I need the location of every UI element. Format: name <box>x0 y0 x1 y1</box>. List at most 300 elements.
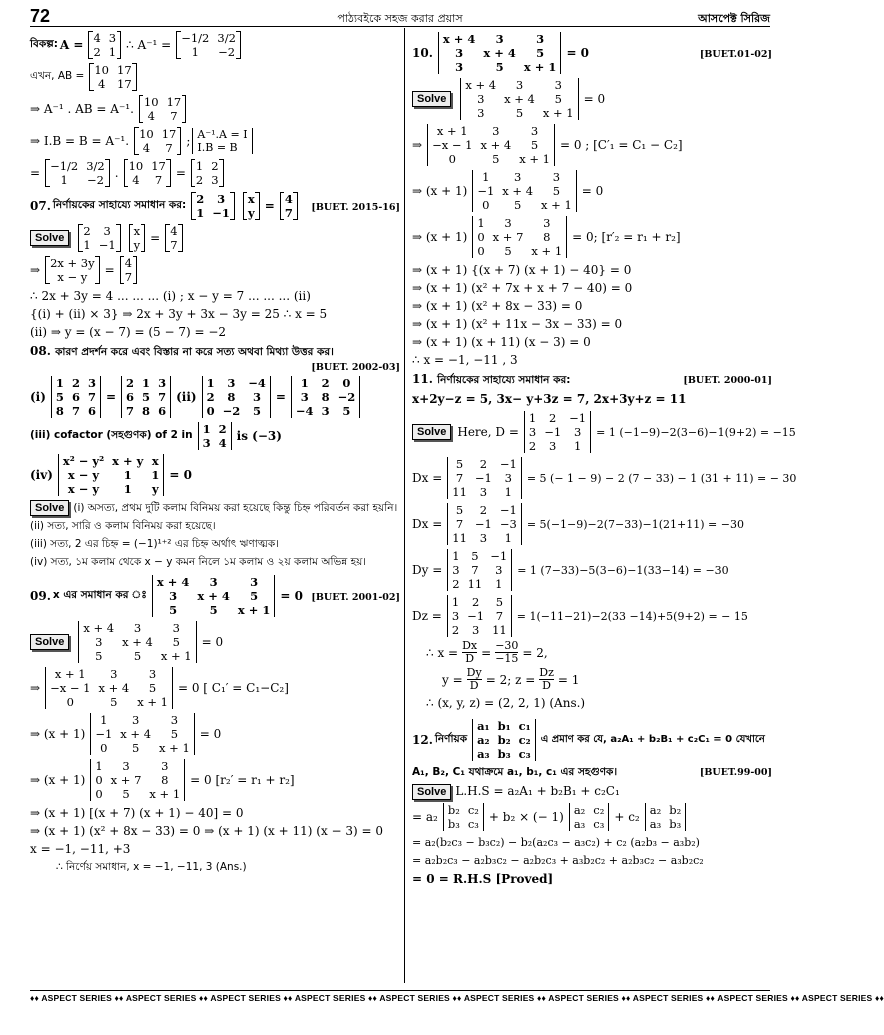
matrix-cell: a₁ <box>477 719 490 733</box>
matrix-cell: 7 <box>158 390 167 404</box>
matrix-cell: 1 <box>123 468 132 482</box>
matrix-cell: 1 <box>504 485 512 499</box>
text: Dy <box>466 666 482 679</box>
determinant <box>90 759 185 801</box>
matrix-cell: x + 7 <box>110 773 142 787</box>
matrix-cell: 1 <box>206 376 215 390</box>
text: = 1(−11−21)−2(33 −14)+5(9+2) = − 15 <box>516 609 748 623</box>
text: = <box>481 645 492 660</box>
matrix-cell: 0 <box>100 741 108 755</box>
determinant <box>443 803 484 831</box>
question-text: x এর সমাধান কর ঃ <box>52 588 147 601</box>
text: (ii) <box>176 390 197 404</box>
matrix-cell: 4 <box>170 224 178 238</box>
text: = 0 [r₂′ = r₁ + r₂] <box>190 773 295 787</box>
matrix-cell: x + 4 <box>465 78 497 92</box>
determinant <box>472 719 536 761</box>
matrix-cell: 1 <box>108 45 117 59</box>
matrix-cell: 17 <box>151 159 166 173</box>
matrix-cell: x + 1 <box>137 695 168 709</box>
matrix-cell: 2 <box>549 411 557 425</box>
matrix-cell: 2 <box>71 376 80 390</box>
matrix-cell: −2 <box>87 173 104 187</box>
text: ⇒ I.B = B = A⁻¹. <box>30 134 130 148</box>
step: Solve x + 4 3 3 3 x + 4 5 5 5 x + 1 = 0 <box>30 620 400 664</box>
matrix-cell: x + 1 <box>541 198 572 212</box>
matrix-cell: 7 <box>455 471 464 485</box>
step <box>412 667 772 692</box>
matrix <box>176 31 241 59</box>
matrix-cell: 0 <box>206 404 215 418</box>
matrix-cell: 1 <box>495 577 503 591</box>
text-line: = a₂b₂c₃ − a₂b₃c₂ − a₂b₂c₃ + a₃b₂c₂ + a₂b₃c₂ − a₃b₂c₂ <box>412 854 704 867</box>
matrix-cell: 3 <box>513 170 522 184</box>
text: = 1 (7−33)−5(3−6)−1(33−14) = −30 <box>517 563 729 577</box>
matrix-cell: 2 <box>126 376 135 390</box>
matrix-cell: 3 <box>250 575 259 589</box>
matrix-cell: x + 1 <box>531 244 563 258</box>
matrix-cell: 0 <box>342 376 351 390</box>
matrix-cell: 3 <box>477 92 485 106</box>
text: ⇒ A⁻¹ . AB = A⁻¹. <box>30 102 134 116</box>
matrix-cell: 3 <box>495 32 504 46</box>
matrix-cell: 3/2 <box>86 159 105 173</box>
matrix-cell: 1 <box>142 376 151 390</box>
matrix-cell: 3 <box>227 376 236 390</box>
determinant <box>524 411 591 453</box>
text-line: ⇒ (x + 1) (x² + 11x − 3x − 33) = 0 <box>412 317 623 331</box>
text: (iii) cofactor (সহগুণক) of 2 in <box>30 428 193 441</box>
matrix-cell: 2 <box>196 192 205 206</box>
matrix-cell: 3 <box>495 563 503 577</box>
step: Solve x + 4 3 3 3 x + 4 5 3 5 x + 1 = 0 <box>412 77 772 121</box>
determinant <box>152 575 276 617</box>
text-line: {(i) + (ii) × 3} ⇒ 2x + 3y + 3x − 3y = 25 ∴ x = 5 <box>30 307 328 321</box>
step <box>412 548 772 592</box>
determinant <box>121 376 171 418</box>
step: ⇒ x + 1 3 3 −x − 1 x + 4 5 0 5 x + 1 = 0 ; [C′₁ = C₁ − C₂] <box>412 124 683 166</box>
matrix-cell: 1 <box>573 439 582 453</box>
q08-part-i-ii: (i) 1 2 3 5 6 7 8 7 6 = 2 1 3 6 5 7 7 8 6 (ii) 1 3 −4 2 8 3 0 −2 5 = 1 2 0 3 8 −2 −4 3 5 <box>30 375 400 419</box>
matrix-cell: 5 <box>455 457 464 471</box>
text-line: (ii) ⇒ y = (x − 7) = (5 − 7) = −2 <box>30 325 227 339</box>
matrix-cell: 7 <box>165 141 173 155</box>
equations: x+2y−z = 5, 3x− y+3z = 7, 2x+3y+z = 11 <box>412 392 687 406</box>
step: ⇒ (x + 1) 1 3 3 −1 x + 4 5 0 5 x + 1 = 0 <box>30 713 222 755</box>
matrix-cell: x + 7 <box>492 230 524 244</box>
matrix-cell: 7 <box>71 404 80 418</box>
matrix-cell: 8 <box>55 404 64 418</box>
matrix-cell: 1 <box>300 376 309 390</box>
matrix-cell: 17 <box>117 77 132 91</box>
matrix-cell: 7 <box>126 404 135 418</box>
matrix-cell: x + 1 <box>519 152 550 166</box>
matrix-cell: 3 <box>158 376 167 390</box>
matrix-cell: 3 <box>148 667 157 681</box>
matrix-cell: 3 <box>479 531 488 545</box>
matrix-cell: 8 <box>142 404 151 418</box>
matrix-cell: −1 <box>474 517 492 531</box>
text: ∴ x = <box>426 645 459 660</box>
matrix-cell: 0 <box>482 198 490 212</box>
matrix-cell: 1 <box>195 159 204 173</box>
step: ⇒ I.B = B = A⁻¹. 10 17 4 7 ; A⁻¹.A = I I.B = B <box>30 126 400 156</box>
matrix-cell: 3 <box>549 439 557 453</box>
matrix-cell: 3 <box>209 575 218 589</box>
matrix-cell: x − y <box>67 482 100 496</box>
text: + c₂ <box>614 810 640 824</box>
text: −30 <box>495 639 519 652</box>
matrix-cell: y <box>133 238 141 252</box>
page-number: 72 <box>30 6 51 26</box>
matrix-cell: 1 <box>191 45 199 59</box>
matrix-cell: −1 <box>499 503 517 517</box>
matrix-cell: x + 1 <box>436 124 468 138</box>
note <box>192 128 252 154</box>
matrix-cell: 6 <box>126 390 135 404</box>
text-line: x = −1, −11, +3 <box>30 842 131 856</box>
matrix-cell: −1 <box>212 206 230 220</box>
matrix-cell: 5 <box>513 198 522 212</box>
source-tag: [BUET. 2000-01] <box>683 375 772 386</box>
matrix-cell: 10 <box>143 95 159 109</box>
matrix-cell: 2 <box>451 623 460 637</box>
matrix-cell: −1 <box>474 471 492 485</box>
question-text: নির্ণায়কের সাহায্যে সমাধান কর: <box>52 198 187 211</box>
matrix-cell: 3 <box>202 436 211 450</box>
matrix-cell: −1/2 <box>181 31 210 45</box>
step: ⇒ x + 1 3 3 −x − 1 x + 4 5 0 5 x + 1 = 0 [ C₁′ = C₁−C₂] <box>30 667 289 709</box>
text: = 0 [ C₁′ = C₁−C₂] <box>177 681 289 695</box>
matrix-cell: −4 <box>248 376 266 390</box>
matrix-cell: 1 <box>202 422 211 436</box>
matrix-cell: 5 <box>169 603 178 617</box>
matrix-cell: 1 <box>95 759 103 773</box>
matrix-cell: 7 <box>87 390 96 404</box>
header-title: পাঠ্যবইকে সহজ করার প্রয়াস <box>337 12 463 25</box>
matrix <box>88 31 121 59</box>
text: + b₂ × (− 1) <box>488 810 564 824</box>
matrix-cell: 3 <box>455 60 464 74</box>
matrix-cell: 3 <box>451 609 460 623</box>
text: D <box>542 679 551 692</box>
matrix-cell: x + 4 <box>483 46 516 60</box>
matrix-cell: 2 <box>479 457 488 471</box>
step: ⇒ (x + 1) 1 3 3 0 x + 7 8 0 5 x + 1 = 0 [r₂′ = r₁ + r₂] <box>30 759 295 801</box>
matrix-cell: 17 <box>161 127 177 141</box>
determinant <box>472 216 567 258</box>
answer: ∴ (x, y, z) = (2, 2, 1) (Ans.) <box>426 696 586 710</box>
text-line <box>412 782 772 800</box>
q08-part-iv: (iv) x² − y² x + y x x − y 1 1 x − y 1 y = 0 <box>30 454 192 496</box>
matrix-cell: 3 <box>554 78 562 92</box>
matrix-cell: 7 <box>284 206 293 220</box>
matrix-cell: a₂ <box>477 733 490 747</box>
determinant <box>198 422 232 450</box>
matrix-cell: 3 <box>477 106 485 120</box>
matrix-cell: 3 <box>492 124 500 138</box>
text-line: ⇒ (x + 1) {(x + 7) (x + 1) − 40} = 0 <box>412 263 632 277</box>
matrix-cell: 3 <box>211 173 219 187</box>
matrix-cell: 6 <box>71 390 80 404</box>
matrix-cell: 3 <box>321 404 330 418</box>
text: (i) অসত্য, প্রথম দুটি কলাম বিনিময় করা হয়েছে কিন্তু চিহ্ন পরিবর্তন করা হয়নি। <box>73 502 398 514</box>
source-tag: [BUET.01-02] <box>699 49 772 60</box>
matrix-cell: 3 <box>452 563 460 577</box>
matrix-cell: 5 <box>342 404 351 418</box>
matrix-cell: a₂ <box>649 803 662 817</box>
matrix-cell: b₂ <box>497 733 511 747</box>
text-line: (ii) সত্য, সারি ও কলাম বিনিময় করা হয়েছে। <box>30 520 216 532</box>
matrix-cell: x <box>151 454 159 468</box>
matrix-cell: x + 4 <box>83 621 115 635</box>
determinant <box>90 713 194 755</box>
solve-badge: Solve <box>30 634 69 650</box>
matrix-cell: 7 <box>124 270 133 284</box>
question-text: নির্ণায়ক <box>434 732 468 745</box>
matrix-cell: x + 1 <box>149 787 181 801</box>
matrix-cell: b₂ <box>669 803 682 817</box>
matrix-cell: x + 1 <box>54 667 86 681</box>
matrix-cell: a₃ <box>573 817 586 831</box>
matrix-cell: x + 1 <box>523 60 557 74</box>
matrix <box>280 192 298 220</box>
text: Dz <box>539 666 554 679</box>
matrix-cell: 3 <box>552 170 561 184</box>
matrix-cell: 3 <box>504 216 512 230</box>
matrix-cell: −x − 1 <box>432 138 473 152</box>
matrix-cell: 1 <box>83 238 91 252</box>
matrix-cell: 3 <box>170 713 179 727</box>
matrix <box>139 95 186 123</box>
step <box>412 594 772 638</box>
text-line: = a₂(b₂c₃ − b₃c₂) − b₂(a₂c₃ − a₃c₂) + c₂ (a₂b₃ − a₃b₂) <box>412 836 700 849</box>
text: = 1 (−1−9)−2(3−6)−1(9+2) = −15 <box>596 425 796 439</box>
matrix-cell: 7 <box>154 173 163 187</box>
matrix-cell: y <box>247 206 255 220</box>
matrix-cell: 5 <box>209 603 218 617</box>
solve-badge: Solve <box>412 424 451 440</box>
question-09: 09. x এর সমাধান কর ঃ x + 4 3 3 3 x + 4 5 5 5 x + 1 = 0 [BUET. 2001-02] <box>30 575 400 617</box>
text: D <box>465 652 475 665</box>
text-line: ⇒ (x + 1) (x² + 7x + x + 7 − 40) = 0 <box>412 281 633 295</box>
solve-badge: Solve <box>412 784 451 800</box>
question-number: 10. <box>412 46 433 60</box>
matrix-cell: 2x + 3y <box>50 256 95 270</box>
matrix-cell: 3 <box>479 485 488 499</box>
determinant <box>447 503 522 545</box>
question-10: 10. x + 4 3 3 3 x + 4 5 3 5 x + 1 = 0 [BUET.01-02] <box>412 32 772 74</box>
matrix-cell: 2 <box>479 503 488 517</box>
determinant <box>447 457 522 499</box>
solve-badge: Solve <box>412 91 451 107</box>
text: = 5 (− 1 − 9) − 2 (7 − 33) − 1 (31 + 11) = − 30 <box>526 471 797 485</box>
text: (i) <box>30 390 46 404</box>
determinant <box>447 595 512 637</box>
question-text: নির্ণায়কের সাহায্যে সমাধান কর: <box>437 374 571 386</box>
determinant <box>447 549 512 591</box>
matrix-cell: 3 <box>122 759 130 773</box>
matrix-cell: 3 <box>217 192 226 206</box>
source-tag: [BUET. 2002-03] <box>311 362 400 373</box>
matrix-cell: c₃ <box>593 817 605 831</box>
matrix-cell: c₂ <box>467 803 479 817</box>
step <box>30 62 400 92</box>
matrix-cell: 5 <box>492 152 500 166</box>
matrix-cell: 3 <box>536 32 545 46</box>
matrix-cell: a₂ <box>573 803 586 817</box>
matrix-cell: 7 <box>170 238 178 252</box>
matrix-cell: 4 <box>124 256 133 270</box>
text-line: ∴ 2x + 3y = 4 ... ... ... (i) ; x − y = 7 ... ... ... (ii) <box>30 289 311 303</box>
question-number: 12. <box>412 733 433 747</box>
matrix-cell: 1 <box>528 411 537 425</box>
matrix-cell: c₂ <box>518 733 531 747</box>
text-line: = 0 = R.H.S [Proved] <box>412 872 554 886</box>
matrix <box>191 192 235 220</box>
text: ∴ A⁻¹ = <box>126 38 172 52</box>
text: Dx <box>462 639 478 652</box>
matrix-cell: 5 <box>95 649 103 663</box>
matrix-cell: b₃ <box>497 747 511 761</box>
matrix-cell: 3/2 <box>217 31 236 45</box>
matrix-cell: 3 <box>530 124 539 138</box>
matrix-cell: b₁ <box>497 719 511 733</box>
matrix-cell: 1 <box>55 376 64 390</box>
text: L.H.S = a₂A₁ + b₂B₁ + c₂C₁ <box>455 784 620 798</box>
matrix-cell: 0 <box>477 230 485 244</box>
matrix-cell: 17 <box>166 95 182 109</box>
matrix-cell: 2 <box>452 577 460 591</box>
solve-badge: Solve <box>30 230 69 246</box>
matrix-cell: 5 <box>253 404 262 418</box>
matrix-cell: 0 <box>448 152 456 166</box>
matrix-cell: b₂ <box>447 803 460 817</box>
matrix-cell: 1 <box>100 713 108 727</box>
matrix-cell: 7 <box>170 109 178 123</box>
text: এখন, AB = <box>30 69 85 82</box>
matrix-cell: x + 1 <box>237 603 271 617</box>
text-line: ⇒ (x + 1) (x² + 8x − 33) = 0 <box>412 299 583 313</box>
matrix-cell: x² − y² <box>62 454 105 468</box>
matrix <box>134 127 181 155</box>
matrix-cell: 1 <box>123 482 132 496</box>
matrix-cell: 2 <box>206 390 215 404</box>
text: Dy = <box>412 563 443 577</box>
step: ⇒ 2x + 3y x − y = 4 7 <box>30 255 400 285</box>
text: Here, D = <box>457 425 519 439</box>
step: = −1/2 3/2 1 −2 . 10 17 4 7 = 1 2 2 3 <box>30 158 400 188</box>
matrix-cell: x + 4 <box>197 589 230 603</box>
matrix-cell: c₃ <box>518 747 531 761</box>
matrix-cell: 3 <box>300 390 309 404</box>
matrix-cell: 6 <box>87 404 96 418</box>
matrix-cell: 7 <box>471 563 479 577</box>
text: Dz = <box>412 609 442 623</box>
matrix-cell: 3 <box>515 78 524 92</box>
matrix-cell: 2 <box>83 224 91 238</box>
page-footer: ♦♦ ASPECT SERIES ♦♦ ASPECT SERIES ♦♦ ASPECT SERIES ♦♦ ASPECT SERIES ♦♦ ASPECT SERIES ♦♦ ASPECT SERIES ♦♦ ASPECT SERIES ♦♦ ASPECT SERIES ♦♦ ASPECT SERIES ♦♦ ASPECT SERIES ♦♦ <box>30 990 770 1007</box>
series-name: আসপেক্ট সিরিজ <box>698 12 770 25</box>
matrix-cell: 4 <box>98 77 106 91</box>
question-11 <box>412 372 772 390</box>
page-header <box>30 6 770 27</box>
matrix-cell: 1 <box>451 595 460 609</box>
matrix-cell: 3 <box>87 376 96 390</box>
matrix-cell: 5 <box>110 695 118 709</box>
step <box>30 94 400 124</box>
matrix-cell: 1 <box>482 170 490 184</box>
matrix-cell: 2 <box>93 45 101 59</box>
text: = a₂ <box>412 810 438 824</box>
matrix-cell: 8 <box>161 773 169 787</box>
text: = 1 <box>557 672 580 687</box>
matrix-cell: x <box>247 192 255 206</box>
matrix-cell: 5 <box>536 46 545 60</box>
matrix-cell: 5 <box>554 92 562 106</box>
q08-part-iii <box>30 421 400 451</box>
matrix-cell: 0 <box>477 244 485 258</box>
question-number: 08. <box>30 344 51 358</box>
determinant <box>58 454 164 496</box>
text: Dx = <box>412 517 443 531</box>
matrix-cell: 1 <box>477 216 485 230</box>
matrix-cell: 3 <box>573 425 582 439</box>
matrix-cell: 11 <box>452 531 467 545</box>
matrix-cell: 3 <box>95 635 103 649</box>
text: = 0 ; [C′₁ = C₁ − C₂] <box>559 138 683 152</box>
solve-badge: Solve <box>30 500 69 516</box>
matrix-cell: x + y <box>112 454 144 468</box>
source-tag: [BUET.99-00] <box>699 767 772 778</box>
matrix-cell: 5 <box>455 503 464 517</box>
matrix <box>129 224 146 252</box>
matrix-cell: 3 <box>455 46 464 60</box>
text: −15 <box>495 652 519 665</box>
matrix-cell: 2 <box>528 439 537 453</box>
matrix-cell: x + 1 <box>159 741 190 755</box>
matrix-cell: 4 <box>142 141 151 155</box>
matrix-cell: −1 <box>544 425 562 439</box>
step <box>412 410 796 454</box>
matrix-cell: −2 <box>337 390 356 404</box>
matrix-cell: 5 <box>148 681 157 695</box>
text-line: (iii) সত্য, 2 এর চিহ্ন = (−1)¹⁺² এর চিহ্ন অর্থাৎ ঋণাত্মক। <box>30 538 279 550</box>
question-12-line2 <box>412 765 772 782</box>
matrix-cell: −1 <box>95 727 113 741</box>
matrix <box>165 224 182 252</box>
matrix-cell: −1 <box>490 549 508 563</box>
matrix-cell: 2 <box>471 595 480 609</box>
matrix-cell: −4 <box>295 404 314 418</box>
matrix-cell: 5 <box>142 390 151 404</box>
matrix-cell: 8 <box>543 230 551 244</box>
matrix-cell: −1 <box>477 184 495 198</box>
text-line: ⇒ (x + 1) [(x + 7) (x + 1) − 40] = 0 <box>30 806 244 820</box>
matrix-cell: x + 1 <box>160 649 192 663</box>
matrix-cell: 2 <box>195 173 204 187</box>
determinant <box>438 32 562 74</box>
matrix <box>78 224 120 252</box>
matrix-cell: 11 <box>452 485 467 499</box>
matrix-cell: −2 <box>218 45 236 59</box>
question-number: 07. <box>30 199 51 213</box>
matrix-cell: x − y <box>67 468 100 482</box>
text-line: ⇒ (x + 1) (x² + 8x − 33) = 0 ⇒ (x + 1) (x + 11) (x − 3) = 0 <box>30 824 384 838</box>
alt-a-label: A = <box>59 38 84 52</box>
source-tag: [BUET. 2015-16] <box>311 202 400 213</box>
text: I.B = B <box>197 141 238 154</box>
